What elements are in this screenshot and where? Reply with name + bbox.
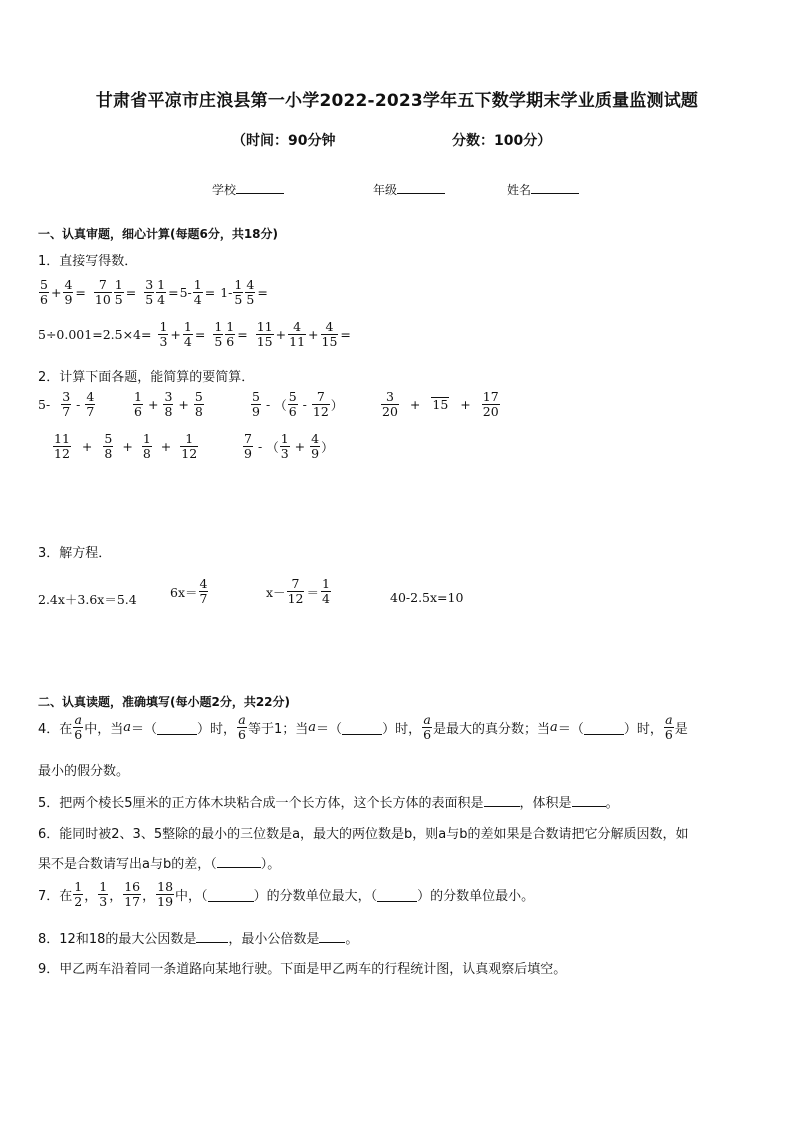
fraction: $\frac{1}{5}$: [114, 277, 123, 307]
question-6-line2: 果不是合数请写出a与b的差，（ ）。: [38, 853, 280, 872]
grade-label: 年级: [373, 183, 398, 197]
q3-eq-2: 6x＝ $\frac{4}{7}$: [170, 576, 208, 606]
answer-blank[interactable]: [217, 854, 261, 868]
name-field[interactable]: [507, 181, 579, 198]
fraction: $\frac{1}{5}$: [234, 277, 243, 307]
fraction: $\frac{1}{4}$: [321, 576, 330, 606]
fraction: $\frac{1}{3}$: [280, 431, 289, 461]
answer-blank[interactable]: [319, 929, 345, 943]
fraction: $\frac{5}{8}$: [194, 389, 203, 419]
answer-blank[interactable]: [584, 721, 624, 735]
section1-heading: 一、认真审题，细心计算(每题6分，共18分): [38, 227, 279, 241]
question-4: 4．在 $\frac{a}{6}$ 中，当 a ＝（ ）时， $\frac{a}{6}$ 等于1；当 a ＝（ ）时， $\frac{a}{6}$ 是最大的真分数；当 a ＝（ ）时， $\frac{a}{6}$ 是: [38, 712, 688, 742]
q1-row1: $\frac{5}{6}$ + $\frac{4}{9}$ = $\frac{7}{10}$ $\frac{1}{5}$ = $\frac{3}{5}$ $\frac{1}{4}$ = 5- $\frac{1}{4}$ = 1- $\frac{1}{5}$ $\frac{4}{5}$ =: [40, 277, 268, 307]
fraction: $\frac{1}{5}$: [214, 319, 223, 349]
question-8: 8．12和18的最大公因数是 ，最小公倍数是 。: [38, 928, 358, 947]
question-6-line1: 6．能同时被2、3、5整除的最小的三位数是a，最大的两位数是b，则a与b的差如果是合数请把它分解质因数，如: [38, 827, 689, 842]
answer-blank[interactable]: [196, 929, 228, 943]
q2-expr-6: $\frac{7}{9}$ - （ $\frac{1}{3}$ + $\frac{4}{9}$ ）: [244, 431, 334, 461]
question-7: 7．在 $\frac{1}{2}$ ， $\frac{1}{3}$ ， $\frac{16}{17}$ ， $\frac{18}{19}$ 中，（ ）的分数单位最大，（ ）的分数单位最小。: [38, 879, 535, 909]
fraction: $\frac{1}{6}$: [226, 319, 235, 349]
question-1: 1．直接写得数．: [38, 254, 138, 269]
fraction: $\frac{1}{4}$: [183, 319, 192, 349]
fraction: $\frac{1}{3}$: [159, 319, 168, 349]
fraction: $\frac{16}{17}$: [124, 879, 141, 909]
fraction: $\frac{1}{2}$: [74, 879, 83, 909]
fraction: $\frac{7}{12}$: [312, 389, 329, 419]
answer-blank[interactable]: [157, 721, 197, 735]
fraction: $\frac{4}{15}$: [321, 319, 338, 349]
school-blank[interactable]: [236, 181, 284, 194]
name-blank[interactable]: [531, 181, 579, 194]
fraction: $\frac{4}{9}$: [311, 431, 320, 461]
fraction: $\frac{1}{4}$: [193, 277, 202, 307]
fraction: $\frac{1}{3}$: [99, 879, 108, 909]
exam-time: （时间：90分钟: [232, 133, 336, 149]
fraction: $\frac{5}{6}$: [288, 389, 297, 419]
school-label: 学校: [212, 183, 237, 197]
q3-eq-4: 40-2.5x=10: [390, 590, 464, 605]
fraction: $\frac{5}{8}$: [104, 431, 113, 461]
fraction: $\frac{7}{10}$: [94, 277, 111, 307]
question-3: 3．解方程．: [38, 546, 112, 561]
answer-blank[interactable]: [208, 888, 254, 902]
question-4-line2: 最小的假分数。: [38, 764, 130, 779]
fraction: $\frac{17}{20}$: [482, 389, 499, 419]
fraction: $\frac{3}{7}$: [62, 389, 71, 419]
section2-heading: 二、认真读题，准确填写(每小题2分，共22分): [38, 695, 291, 709]
exam-score: 分数：100分）: [452, 133, 552, 149]
q3-eq-1: 2.4x＋3.6x＝5.4: [38, 592, 137, 607]
fraction: $\frac{4}{7}$: [86, 389, 95, 419]
fraction: $\frac{a}{6}$: [664, 712, 673, 742]
fraction: $\frac{7}{9}$: [244, 431, 252, 461]
name-label: 姓名: [507, 183, 532, 197]
grade-field[interactable]: [373, 181, 445, 198]
q2-expr-4: $\frac{3}{20}$ + 15 + $\frac{17}{20}$: [382, 389, 499, 419]
fraction: $\frac{18}{19}$: [157, 879, 174, 909]
fraction: $\frac{5}{9}$: [252, 389, 260, 419]
school-field[interactable]: [212, 181, 284, 198]
fraction: $\frac{11}{12}$: [54, 431, 70, 461]
answer-blank[interactable]: [484, 793, 520, 807]
fraction: $\frac{a}{6}$: [423, 712, 432, 742]
exam-title: 甘肃省平凉市庄浪县第一小学2022-2023学年五下数学期末学业质量监测试题: [95, 91, 699, 111]
fraction: $\frac{3}{20}$: [382, 389, 398, 419]
fraction: $\frac{11}{15}$: [256, 319, 273, 349]
fraction: $\frac{a}{6}$: [238, 712, 246, 742]
answer-blank[interactable]: [377, 888, 417, 902]
q2-expr-3: $\frac{5}{9}$ - （ $\frac{5}{6}$ - $\frac{7}{12}$ ）: [252, 389, 344, 419]
q1-row2: 5÷0.001= 2.5×4= $\frac{1}{3}$ + $\frac{1}{4}$ = $\frac{1}{5}$ $\frac{1}{6}$ = $\frac{11}{15}$ + $\frac{4}{11}$ + $\frac{4}{15}$ =: [38, 319, 351, 349]
fraction: $\frac{4}{9}$: [64, 277, 73, 307]
q2-expr-5: $\frac{11}{12}$ + $\frac{5}{8}$ + $\frac{1}{8}$ + $\frac{1}{12}$: [54, 431, 198, 461]
fraction: $\frac{1}{8}$: [142, 431, 151, 461]
fraction: $\frac{4}{11}$: [289, 319, 306, 349]
answer-blank[interactable]: [572, 793, 606, 807]
fraction: $\frac{3}{5}$: [145, 277, 154, 307]
question-2: 2．计算下面各题，能简算的要简算．: [38, 370, 255, 385]
fraction: 15: [432, 397, 449, 412]
fraction: $\frac{4}{7}$: [199, 576, 208, 606]
fraction: $\frac{1}{6}$: [134, 389, 142, 419]
q2-expr-1: 5- $\frac{3}{7}$ - $\frac{4}{7}$: [38, 389, 95, 419]
fraction: $\frac{5}{6}$: [40, 277, 48, 307]
grade-blank[interactable]: [397, 181, 445, 194]
question-5: 5．把两个棱长5厘米的正方体木块粘合成一个长方体，这个长方体的表面积是 ，体积是 。: [38, 792, 619, 811]
fraction: $\frac{3}{8}$: [164, 389, 173, 419]
question-9: 9．甲乙两车沿着同一条道路向某地行驶。下面是甲乙两车的行程统计图，认真观察后填空。: [38, 962, 567, 977]
fraction: $\frac{a}{6}$: [74, 712, 83, 742]
fraction: $\frac{7}{12}$: [287, 576, 304, 606]
answer-blank[interactable]: [342, 721, 382, 735]
fraction: $\frac{1}{4}$: [157, 277, 166, 307]
q3-eq-3: x－ $\frac{7}{12}$ ＝ $\frac{1}{4}$: [266, 576, 330, 606]
q2-expr-2: $\frac{1}{6}$ + $\frac{3}{8}$ + $\frac{5}{8}$: [134, 389, 203, 419]
fraction: $\frac{1}{12}$: [181, 431, 198, 461]
fraction: $\frac{4}{5}$: [246, 277, 255, 307]
